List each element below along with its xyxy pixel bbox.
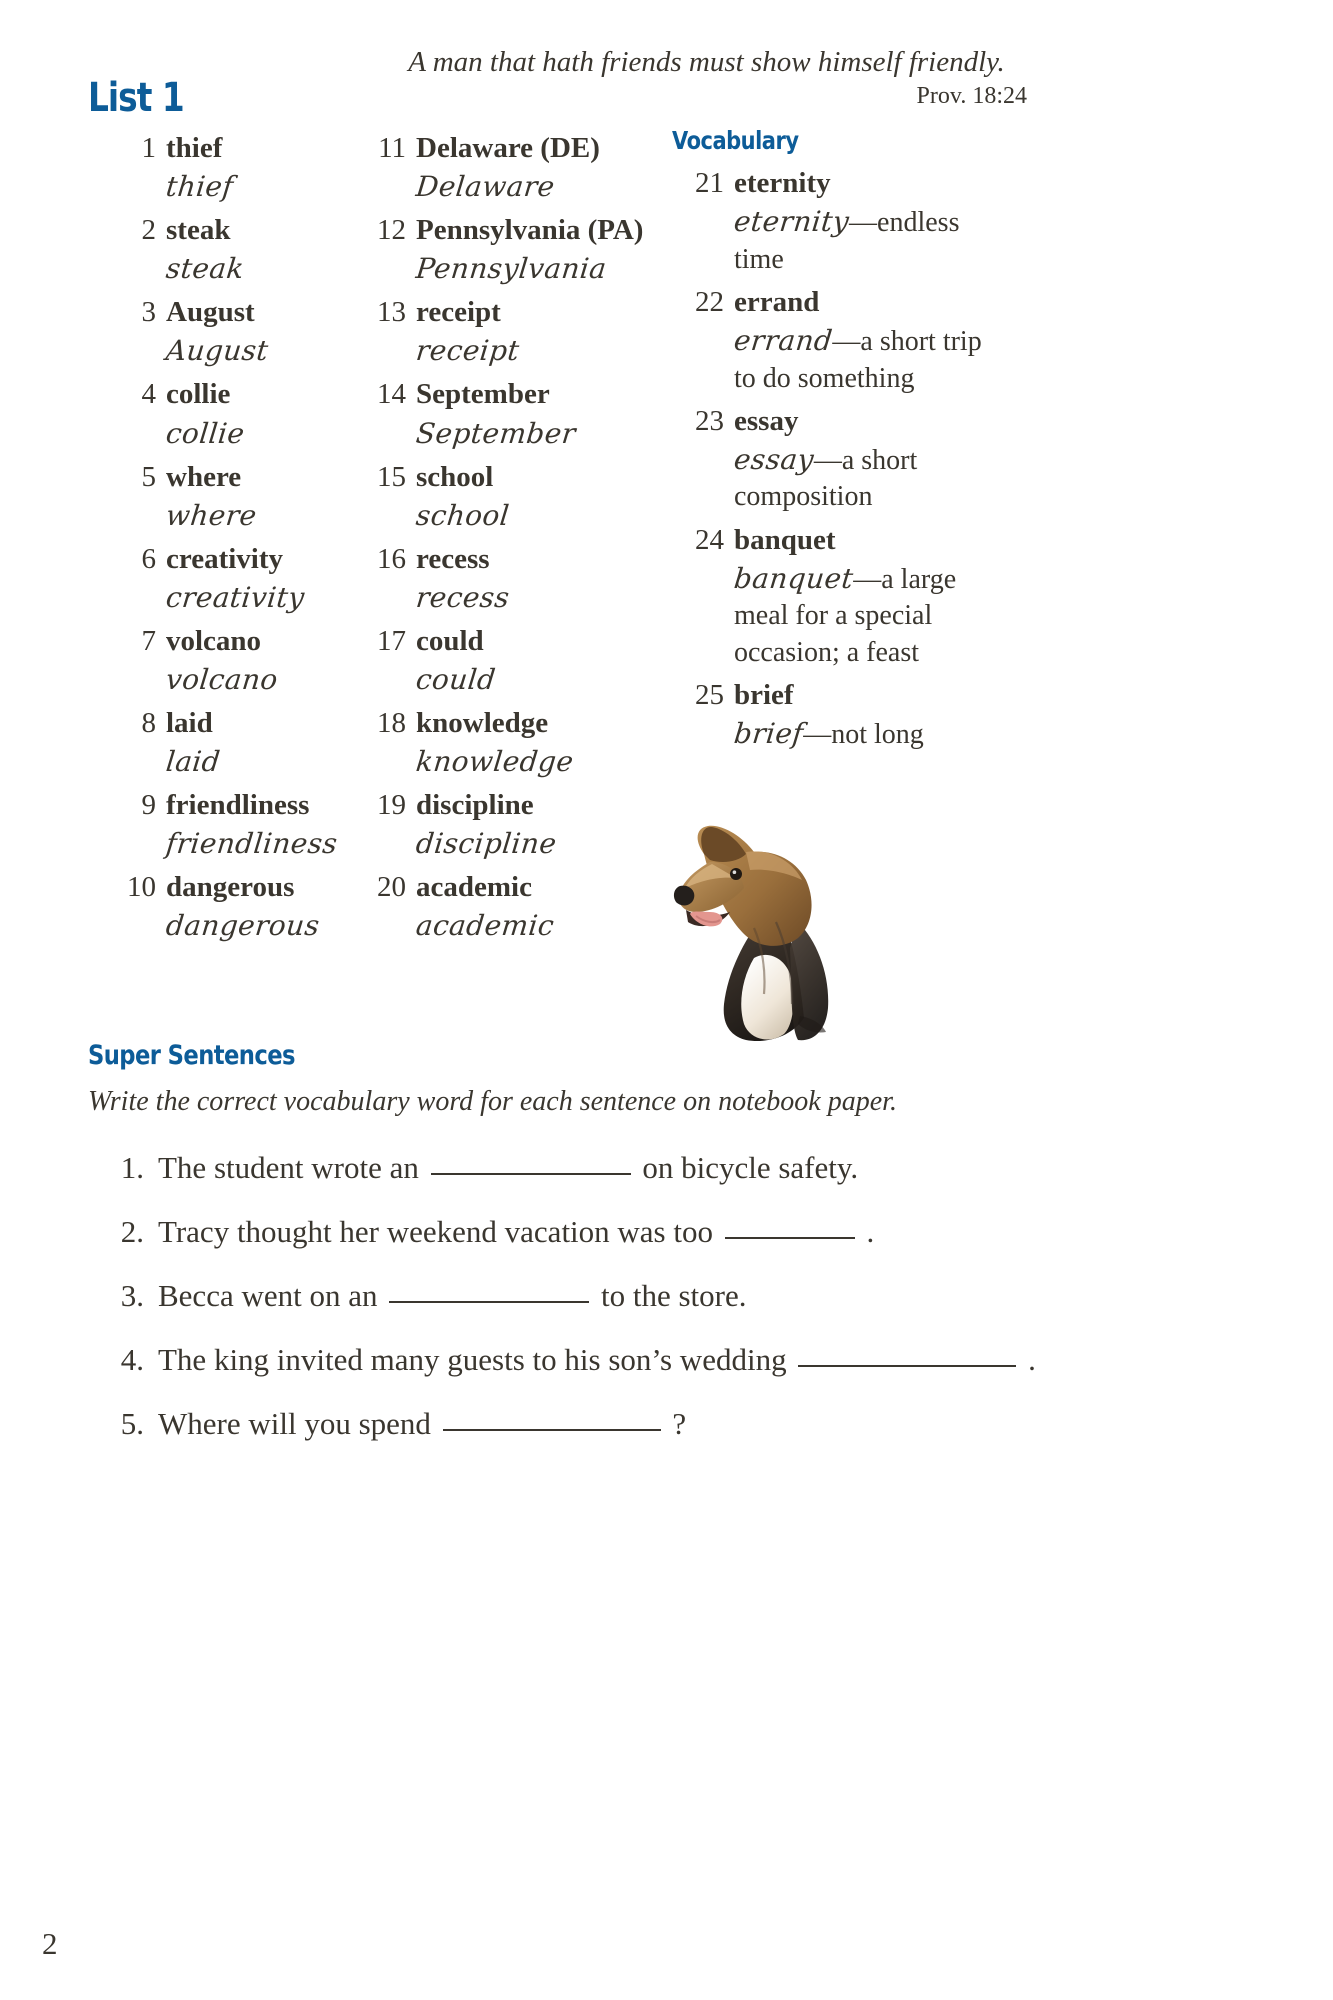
definition-dash: —: [832, 326, 861, 358]
cursive-word: Pennsylvania: [414, 252, 609, 286]
word-pair: [416, 703, 660, 781]
word-pair: [416, 539, 660, 617]
spelling-word: recess: [416, 542, 490, 575]
vocabulary-word: errand: [734, 285, 820, 318]
word-entry: [110, 457, 360, 535]
word-number: 12: [377, 214, 406, 247]
cursive-word: academic: [414, 909, 556, 943]
verse-text: A man that hath friends must show himself friendly.: [408, 46, 1005, 78]
word-pair: [416, 292, 660, 370]
cursive-line: [166, 251, 360, 288]
answer-blank[interactable]: [798, 1365, 1016, 1367]
cursive-line: [416, 826, 660, 863]
word-number: 20: [377, 871, 406, 904]
cursive-line: [166, 662, 360, 699]
super-sentence-item: [88, 1339, 1248, 1381]
sentence-text-before: The student wrote an: [158, 1149, 419, 1185]
vocabulary-entry: [672, 163, 982, 278]
vocabulary-definition: [734, 716, 982, 753]
word-entry: [360, 457, 660, 535]
word-number: 14: [377, 378, 406, 411]
cursive-line: [166, 744, 360, 781]
cursive-line: [166, 908, 360, 945]
spelling-word: dangerous: [166, 871, 295, 904]
vocabulary-body: [734, 520, 982, 671]
word-pair: [416, 374, 660, 452]
cursive-line: [166, 498, 360, 535]
answer-blank[interactable]: [443, 1429, 661, 1431]
word-entry: [110, 210, 360, 288]
vocabulary-number: 21: [695, 167, 724, 199]
definition-dash: —: [803, 719, 832, 751]
word-number: 4: [141, 378, 156, 411]
vocabulary-number: 23: [695, 404, 724, 437]
sentence-text-before: Where will you spend: [158, 1406, 431, 1442]
word-pair: [416, 457, 660, 535]
cursive-line: [416, 662, 660, 699]
word-entry: [110, 785, 360, 863]
word-entry: [110, 621, 360, 699]
spelling-word: September: [416, 378, 550, 411]
cursive-word: school: [414, 498, 511, 532]
verse-reference: Prov. 18:24: [916, 83, 1027, 110]
word-pair: [166, 128, 360, 206]
spelling-word: friendliness: [166, 789, 310, 821]
cursive-line: [416, 169, 660, 206]
spelling-word: school: [416, 460, 494, 493]
word-pair: [416, 210, 660, 288]
cursive-line: [416, 416, 660, 453]
vocabulary-column: [672, 128, 982, 758]
vocabulary-number: 25: [695, 679, 724, 712]
spelling-word: academic: [416, 871, 532, 904]
sentence-number: 3.: [120, 1277, 144, 1313]
sentence-text-after: to the store.: [600, 1277, 747, 1313]
cursive-line: [166, 416, 360, 453]
vocabulary-definition: [734, 204, 982, 278]
page-header: [0, 38, 1333, 128]
cursive-line: [166, 580, 360, 617]
word-entry: [360, 867, 660, 945]
cursive-line: [416, 251, 660, 288]
word-pair: [416, 867, 660, 945]
vocabulary-cursive-word: errand: [732, 324, 835, 358]
word-number: 19: [377, 789, 406, 821]
word-pair: [166, 292, 360, 370]
answer-blank[interactable]: [725, 1237, 855, 1239]
word-entry: [110, 128, 360, 206]
spelling-word: Pennsylvania (PA): [416, 214, 644, 247]
word-pair: [416, 621, 660, 699]
definition-text: a large meal for a special occasion; a feast: [734, 564, 957, 668]
definition-text: not long: [831, 719, 924, 751]
cursive-word: could: [414, 662, 498, 696]
word-pair: [416, 128, 660, 206]
definition-dash: —: [849, 207, 878, 239]
spelling-word: creativity: [166, 542, 284, 575]
word-entry: [110, 292, 360, 370]
definition-dash: —: [853, 564, 882, 596]
word-number: 18: [377, 706, 406, 739]
word-number: 11: [378, 132, 406, 164]
sentence-text-after: .: [1028, 1342, 1036, 1378]
word-number: 6: [141, 542, 156, 575]
super-sentence-item: [88, 1211, 1248, 1253]
definition-text: a short composition: [734, 445, 918, 513]
cursive-line: [416, 744, 660, 781]
spelling-word: knowledge: [416, 706, 549, 739]
super-sentence-item: [88, 1147, 1248, 1189]
scripture-verse-block: [380, 46, 1033, 113]
vocabulary-entry: [672, 282, 982, 397]
definition-text: a short trip to do something: [734, 326, 982, 394]
word-pair: [166, 621, 360, 699]
vocabulary-body: [734, 675, 982, 754]
sentence-number: 5.: [120, 1406, 144, 1442]
vocabulary-word: essay: [734, 404, 799, 437]
vocabulary-entry: [672, 401, 982, 516]
cursive-line: [166, 826, 360, 863]
spelling-word: laid: [166, 706, 213, 739]
sentence-text-after: ?: [672, 1406, 687, 1442]
sentence-text-before: Becca went on an: [158, 1277, 378, 1313]
definition-text: endless time: [734, 207, 960, 275]
vocabulary-cursive-word: eternity: [732, 205, 851, 239]
spelling-column-2: [360, 128, 660, 949]
sentence-text-before: The king invited many guests to his son’s wedding: [158, 1342, 787, 1378]
collie-dog-illustration: [650, 818, 900, 1058]
word-number: 8: [141, 706, 156, 739]
sentence-text: [158, 1275, 1058, 1317]
super-sentences-heading: Super Sentences: [88, 1040, 295, 1071]
word-number: 2: [141, 214, 156, 247]
sentence-number: 4.: [120, 1342, 144, 1378]
super-sentence-item: [88, 1403, 1248, 1445]
sentence-number: 2.: [120, 1213, 144, 1249]
word-entry: [360, 703, 660, 781]
vocabulary-cursive-word: essay: [732, 443, 816, 477]
cursive-word: creativity: [164, 580, 307, 614]
word-pair: [166, 539, 360, 617]
word-entry: [360, 374, 660, 452]
vocabulary-word: brief: [734, 679, 794, 712]
vocabulary-cursive-word: banquet: [732, 562, 856, 596]
word-entry: [360, 210, 660, 288]
cursive-word: collie: [164, 416, 247, 450]
cursive-word: laid: [164, 745, 222, 779]
word-entry: [360, 292, 660, 370]
sentence-list: [88, 1147, 1248, 1446]
vocabulary-body: [734, 282, 982, 397]
answer-blank[interactable]: [389, 1301, 589, 1303]
sentence-text: [158, 1339, 1058, 1381]
cursive-word: recess: [414, 580, 512, 614]
vocabulary-body: [734, 163, 982, 278]
word-number: 5: [141, 460, 156, 493]
word-pair: [166, 457, 360, 535]
word-number: 15: [377, 460, 406, 493]
spelling-word: steak: [166, 214, 231, 247]
spelling-column-1: [110, 128, 360, 949]
super-sentence-item: [88, 1275, 1248, 1317]
spelling-word: collie: [166, 378, 231, 411]
cursive-word: discipline: [414, 827, 559, 861]
vocabulary-heading: Vocabulary: [672, 126, 799, 155]
spelling-word: August: [166, 296, 255, 329]
word-entry: [110, 703, 360, 781]
vocabulary-cursive-word: brief: [732, 717, 806, 751]
sentence-text: [158, 1403, 1058, 1445]
super-sentences-section: [88, 1042, 1248, 1467]
sentence-text-after: .: [866, 1213, 875, 1249]
cursive-word: steak: [164, 252, 246, 286]
word-pair: [166, 210, 360, 288]
word-entry: [360, 539, 660, 617]
cursive-line: [166, 169, 360, 206]
cursive-word: friendliness: [164, 827, 340, 861]
sentence-text: [158, 1147, 1058, 1189]
cursive-word: August: [164, 334, 271, 368]
cursive-line: [416, 498, 660, 535]
cursive-word: September: [414, 416, 578, 450]
word-entry: [110, 867, 360, 945]
word-pair: [416, 785, 660, 863]
vocabulary-entry: [672, 520, 982, 671]
word-number: 16: [377, 542, 406, 575]
word-entry: [360, 621, 660, 699]
spelling-word: receipt: [416, 296, 501, 329]
spelling-word: discipline: [416, 789, 534, 821]
spelling-word: volcano: [166, 624, 262, 657]
answer-blank[interactable]: [431, 1173, 631, 1175]
sentence-text-before: Tracy thought her weekend vacation was too: [158, 1213, 713, 1249]
cursive-word: dangerous: [164, 909, 322, 943]
vocabulary-word: eternity: [734, 167, 831, 199]
vocabulary-word: banquet: [734, 523, 836, 556]
word-entry: [110, 539, 360, 617]
word-pair: [166, 374, 360, 452]
vocabulary-entries: [672, 163, 982, 754]
cursive-word: receipt: [414, 334, 521, 368]
vocabulary-number: 24: [695, 523, 724, 556]
word-pair: [166, 867, 360, 945]
vocabulary-number: 22: [695, 285, 724, 318]
word-pair: [166, 703, 360, 781]
page-number: 2: [42, 1926, 58, 1961]
vocabulary-entry: [672, 675, 982, 754]
word-number: 9: [141, 789, 156, 821]
super-sentences-instruction: Write the correct vocabulary word for each sentence on notebook paper.: [88, 1086, 897, 1117]
sentence-text: [158, 1211, 1058, 1253]
word-number: 17: [377, 624, 406, 657]
cursive-word: volcano: [164, 662, 280, 696]
spelling-word: thief: [166, 132, 223, 164]
cursive-word: thief: [164, 170, 236, 204]
cursive-line: [416, 908, 660, 945]
spelling-word: could: [416, 624, 484, 657]
sentence-number: 1.: [120, 1149, 144, 1185]
cursive-line: [166, 333, 360, 370]
cursive-word: knowledge: [414, 745, 576, 779]
word-number: 1: [141, 132, 156, 164]
definition-dash: —: [813, 445, 842, 477]
cursive-line: [416, 580, 660, 617]
vocabulary-definition: [734, 323, 982, 397]
vocabulary-definition: [734, 561, 982, 671]
word-entry: [110, 374, 360, 452]
sentence-text-after: on bicycle safety.: [642, 1149, 859, 1185]
word-pair: [166, 785, 360, 863]
word-entry: [360, 128, 660, 206]
spelling-word: Delaware (DE): [416, 132, 600, 164]
word-number: 10: [127, 871, 156, 904]
cursive-word: where: [164, 498, 259, 532]
vocabulary-body: [734, 401, 982, 516]
spelling-word: where: [166, 460, 242, 493]
word-number: 7: [141, 624, 156, 657]
word-number: 3: [141, 296, 156, 329]
word-number: 13: [377, 296, 406, 329]
word-entry: [360, 785, 660, 863]
cursive-line: [416, 333, 660, 370]
vocabulary-definition: [734, 442, 982, 516]
page-title: List 1: [88, 75, 184, 121]
cursive-word: Delaware: [414, 170, 557, 204]
